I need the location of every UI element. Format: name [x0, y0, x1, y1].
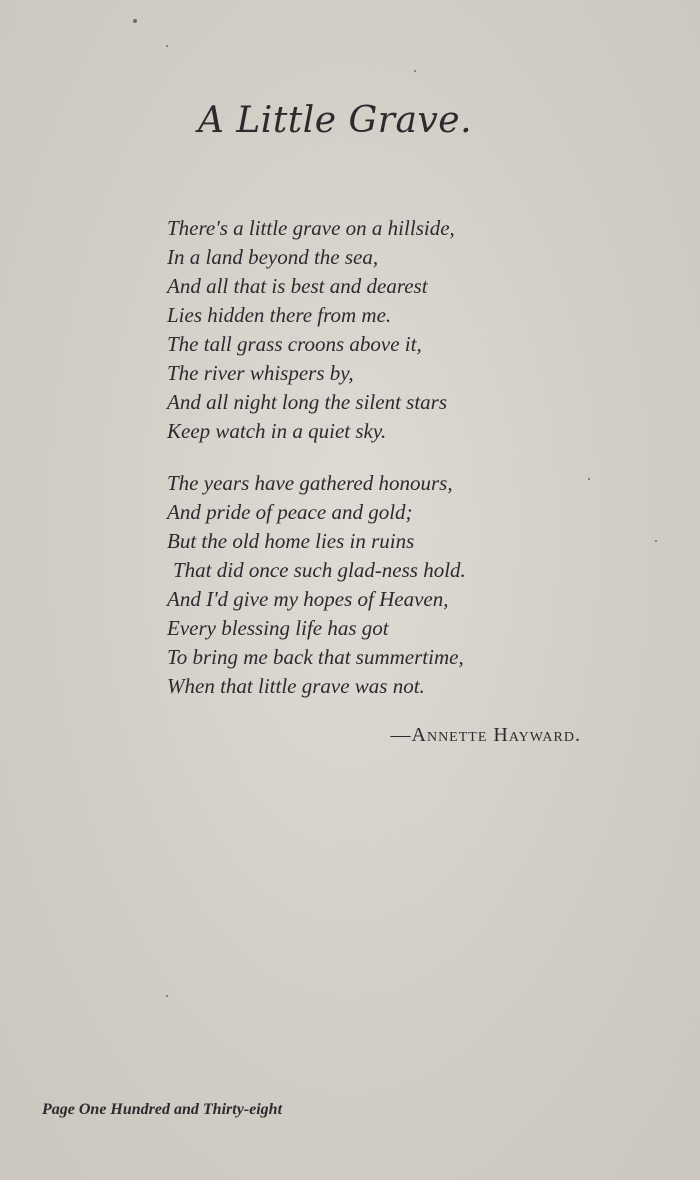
poem-line: That did once such glad-ness hold. [173, 558, 466, 582]
poem-line: To bring me back that summertime, [167, 645, 464, 669]
poem-line: Every blessing life has got [167, 616, 389, 640]
poem-line: Lies hidden there from me. [167, 303, 392, 327]
author-signature: —Annette Hayward. [390, 724, 581, 746]
stanza-2 [167, 469, 607, 701]
poem-body [167, 214, 607, 724]
poem-line: And pride of peace and gold; [167, 500, 413, 524]
poem-line: Keep watch in a quiet sky. [167, 419, 387, 443]
poem-line: And all night long the silent stars [167, 390, 448, 414]
poem-line: In a land beyond the sea, [167, 245, 379, 269]
paper-speck [588, 478, 590, 480]
poem-line: When that little grave was not. [167, 674, 425, 698]
page-number-footer: Page One Hundred and Thirty-eight [42, 1101, 283, 1118]
poem-line: But the old home lies in ruins [167, 529, 415, 553]
poem-line: And I'd give my hopes of Heaven, [167, 587, 449, 611]
poem-line: The tall grass croons above it, [167, 332, 422, 356]
poem-title: A Little Grave. [197, 100, 473, 141]
paper-speck [166, 995, 168, 997]
poem-line: There's a little grave on a hillside, [167, 216, 455, 240]
paper-speck [414, 70, 416, 72]
paper-speck [655, 540, 657, 542]
poem-line: And all that is best and dearest [167, 274, 428, 298]
poem-line: The years have gathered honours, [167, 471, 453, 495]
poem-line: The river whispers by, [167, 361, 354, 385]
paper-speck [166, 45, 168, 47]
stanza-1 [167, 214, 607, 446]
paper-speck [133, 19, 137, 23]
